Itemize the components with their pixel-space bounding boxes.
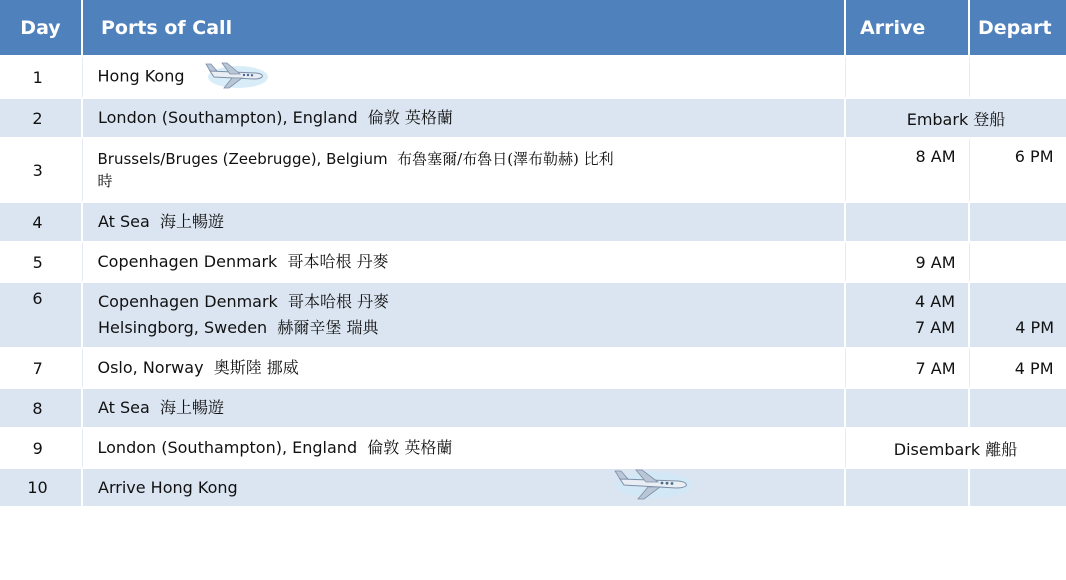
port-cell — [82, 242, 845, 282]
disembark-label: Disembark 離船 — [893, 439, 1018, 459]
port-name: At Sea — [98, 398, 150, 417]
day-number: 4 — [0, 202, 82, 242]
port-name: Arrive Hong Kong — [98, 477, 238, 497]
depart-time-second: 4 PM — [1015, 318, 1054, 337]
header-day: Day — [0, 0, 82, 56]
arrive-cell: 8 AM — [845, 138, 969, 202]
day-number: 5 — [0, 242, 82, 282]
port-name-chinese: 哥本哈根 丹麥 — [287, 252, 389, 271]
depart-cell — [969, 468, 1066, 506]
airplane-icon — [608, 464, 696, 506]
day-number: 9 — [0, 428, 82, 468]
depart-cell: 6 PM — [969, 138, 1066, 202]
depart-cell — [969, 56, 1066, 98]
embark-note — [845, 98, 1066, 138]
day-number: 10 — [0, 468, 82, 506]
day-number: 1 — [0, 56, 82, 98]
port-name: Oslo, Norway — [97, 358, 204, 377]
port-cell — [82, 56, 845, 98]
arrive-cell — [845, 202, 969, 242]
disembark-note — [845, 428, 1066, 468]
table-row — [0, 56, 1066, 98]
port-name: At Sea — [98, 212, 150, 231]
arrive-time: 4 AM — [914, 292, 955, 311]
day-number: 7 — [0, 348, 82, 388]
port-name-chinese: 倫敦 英格蘭 — [367, 438, 453, 457]
port-name-chinese: 奧斯陸 挪威 — [213, 358, 299, 377]
embark-label: Embark 登船 — [906, 109, 1006, 129]
depart-cell — [969, 388, 1066, 428]
table-row — [0, 428, 1066, 468]
port-name-chinese-wrap: 時 — [97, 172, 113, 190]
arrive-cell — [845, 282, 969, 348]
airplane-icon — [200, 57, 270, 97]
depart-cell — [969, 282, 1066, 348]
day-number: 6 — [0, 282, 82, 348]
depart-cell: 4 PM — [969, 348, 1066, 388]
table-row — [0, 388, 1066, 428]
table-row — [0, 282, 1066, 348]
port-cell — [82, 468, 845, 506]
header-arrive: Arrive — [845, 0, 969, 56]
table-row — [0, 202, 1066, 242]
port-name-second: Helsingborg, Sweden — [98, 318, 268, 337]
arrive-cell: 7 AM — [845, 348, 969, 388]
arrive-cell — [845, 388, 969, 428]
port-cell — [82, 348, 845, 388]
port-name-chinese: 倫敦 英格蘭 — [367, 108, 453, 127]
port-cell — [82, 98, 845, 138]
port-name: Copenhagen Denmark — [98, 292, 278, 311]
arrive-cell — [845, 56, 969, 98]
header-ports: Ports of Call — [82, 0, 845, 56]
port-name: London (Southampton), England — [97, 438, 358, 457]
table-row — [0, 242, 1066, 282]
depart-cell — [969, 242, 1066, 282]
port-name: Hong Kong — [97, 66, 185, 86]
port-name: London (Southampton), England — [98, 108, 358, 127]
port-cell — [82, 138, 845, 202]
arrive-cell: 9 AM — [845, 242, 969, 282]
day-number: 2 — [0, 98, 82, 138]
port-name: Copenhagen Denmark — [97, 252, 278, 271]
day-number: 3 — [0, 138, 82, 202]
port-name: Brussels/Bruges (Zeebrugge), Belgium — [97, 150, 388, 168]
port-cell — [82, 202, 845, 242]
table-row — [0, 348, 1066, 388]
header-depart: Depart — [978, 16, 1052, 39]
port-name-chinese-second: 赫爾辛堡 瑞典 — [277, 318, 379, 337]
port-name-chinese: 海上暢遊 — [160, 212, 225, 231]
port-name-chinese: 海上暢遊 — [160, 398, 225, 417]
depart-cell — [969, 202, 1066, 242]
depart-time — [970, 289, 1054, 315]
port-cell — [82, 282, 845, 348]
port-name-chinese: 哥本哈根 丹麥 — [287, 292, 390, 311]
port-name-chinese: 布魯塞爾/布魯日(澤布勒赫) 比利 — [397, 150, 614, 168]
table-row — [0, 98, 1066, 138]
day-number: 8 — [0, 388, 82, 428]
port-cell — [82, 388, 845, 428]
header-row — [0, 0, 1066, 56]
arrive-time-second: 7 AM — [914, 318, 955, 337]
table-row — [0, 138, 1066, 202]
port-cell — [82, 428, 845, 468]
table-row — [0, 468, 1066, 506]
arrive-cell — [845, 468, 969, 506]
